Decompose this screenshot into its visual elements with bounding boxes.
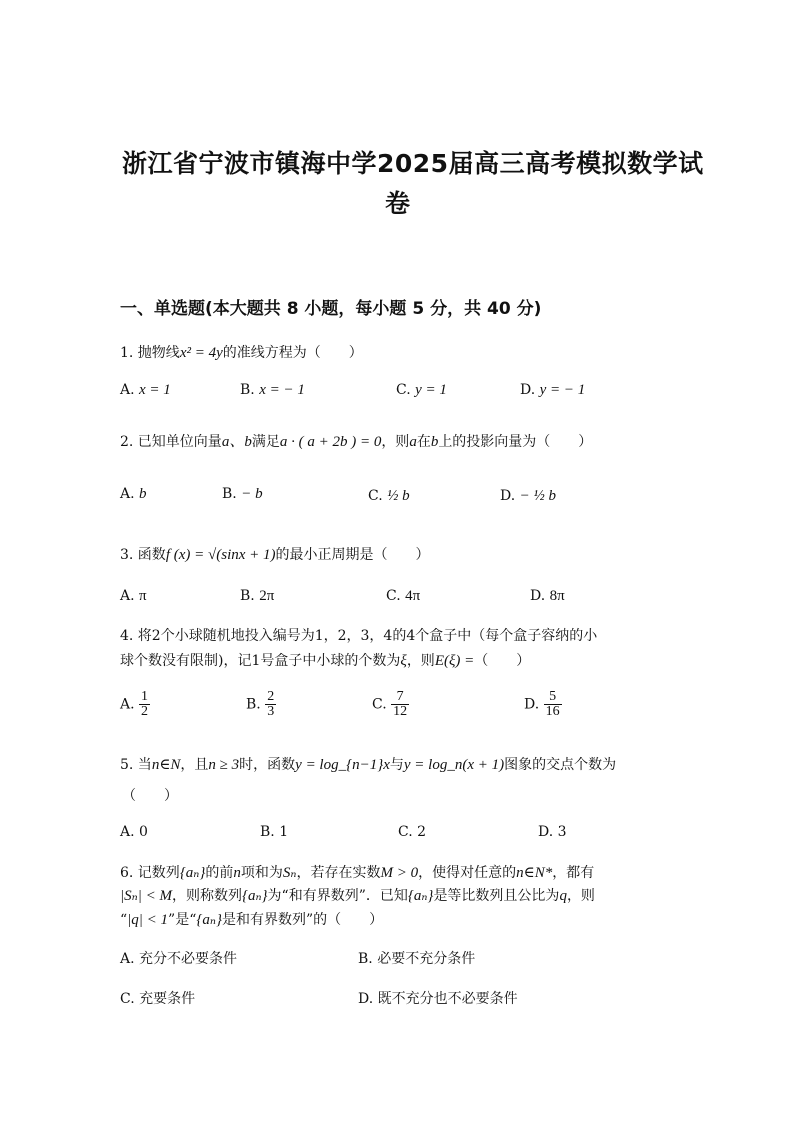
section-heading: 一、单选题(本大题共 8 小题，每小题 5 分，共 40 分) bbox=[120, 299, 542, 319]
option-text: 1 bbox=[279, 824, 289, 840]
q5-condition: n ≥ 3 bbox=[208, 757, 240, 773]
question-4-line-1: 4. 将2个小球随机地投入编号为1，2，3，4的4个盒子中（每个盒子容纳的小 bbox=[120, 628, 598, 644]
option-label: D. bbox=[358, 991, 374, 1007]
denominator: 16 bbox=[545, 704, 560, 719]
q2-option-a bbox=[120, 486, 147, 503]
question-5 bbox=[120, 754, 616, 774]
denominator: 3 bbox=[267, 704, 275, 719]
q3-option-b bbox=[240, 588, 274, 605]
q2-prefix: 2. 已知单位向量 bbox=[120, 434, 222, 450]
option-text: π bbox=[139, 588, 147, 604]
q2-suffix: 上的投影向量为（ ） bbox=[438, 434, 593, 450]
q5-text: 与 bbox=[389, 757, 404, 773]
q2-text: 在 bbox=[416, 434, 431, 450]
q5-condition: n∈N bbox=[151, 757, 181, 773]
q2-vector-b: b bbox=[430, 434, 439, 450]
option-label: A. bbox=[120, 951, 135, 967]
option-label: B. bbox=[240, 588, 255, 604]
option-label: D. bbox=[530, 588, 546, 604]
q3-option-d bbox=[530, 588, 565, 605]
numerator: 5 bbox=[549, 689, 557, 704]
q6-q-condition: |q| < 1 bbox=[127, 912, 169, 928]
option-label: C. bbox=[396, 382, 411, 398]
option-label: C. bbox=[368, 488, 383, 504]
q3-prefix: 3. 函数 bbox=[120, 547, 166, 563]
option-label: D. bbox=[500, 488, 516, 504]
q2-option-d bbox=[500, 488, 556, 505]
q5-option-a bbox=[120, 824, 148, 840]
q6-text: “ bbox=[120, 912, 128, 928]
option-text: 充要条件 bbox=[139, 991, 196, 1007]
option-label: C. bbox=[386, 588, 401, 604]
q6-option-d bbox=[358, 988, 518, 1008]
option-label: B. bbox=[260, 824, 275, 840]
q3-option-c bbox=[386, 588, 420, 605]
option-text: 必要不充分条件 bbox=[377, 951, 476, 967]
q6-text: ”是“ bbox=[168, 912, 197, 928]
fraction bbox=[544, 690, 562, 719]
q5-text: 图象的交点个数为 bbox=[504, 757, 617, 773]
numerator: 7 bbox=[396, 689, 404, 704]
numerator: 1 bbox=[141, 689, 149, 704]
q2-option-b bbox=[222, 486, 263, 503]
option-text: y = − 1 bbox=[539, 382, 586, 398]
q5-text: ，且 bbox=[180, 757, 209, 773]
option-text: − b bbox=[241, 486, 263, 502]
q6-option-c bbox=[120, 988, 195, 1008]
fraction bbox=[265, 690, 276, 719]
option-label: B. bbox=[240, 382, 255, 398]
q2-condition: a · ( a + 2b ) = 0 bbox=[279, 434, 382, 450]
question-2 bbox=[120, 430, 592, 451]
title-line-1: 浙江省宁波市镇海中学2025届高三高考模拟数学试 bbox=[122, 149, 704, 178]
q6-text: 是和有界数列”的（ ） bbox=[221, 912, 384, 928]
option-text: 0 bbox=[139, 824, 148, 840]
q1-option-b bbox=[240, 382, 305, 399]
q1-suffix: 的准线方程为（ ） bbox=[222, 345, 363, 361]
q6-n: n bbox=[233, 865, 241, 881]
q5-option-d bbox=[538, 824, 567, 840]
question-6-line-1 bbox=[120, 862, 594, 882]
q2-vectors: a、b bbox=[221, 434, 252, 450]
q2-text: ，则 bbox=[381, 434, 410, 450]
option-text: − ½ b bbox=[519, 488, 557, 504]
q5-option-b bbox=[260, 824, 288, 840]
option-label: D. bbox=[538, 824, 554, 840]
question-6-line-3 bbox=[120, 909, 383, 929]
option-label: A. bbox=[120, 486, 135, 502]
q6-nn: n∈N* bbox=[516, 865, 553, 881]
q5-text: 时，函数 bbox=[239, 757, 296, 773]
q6-q: q bbox=[559, 888, 567, 904]
q4-option-d bbox=[524, 690, 562, 719]
question-5-line-2: （ ） bbox=[122, 788, 178, 804]
option-label: C. bbox=[120, 991, 135, 1007]
fraction bbox=[391, 690, 409, 719]
q2-text: 满足 bbox=[251, 434, 280, 450]
denominator: 2 bbox=[141, 704, 149, 719]
q6-m: M > 0 bbox=[380, 865, 419, 881]
question-6-line-2 bbox=[120, 885, 595, 905]
q6-text: ，使得对任意的 bbox=[418, 865, 517, 881]
option-label: B. bbox=[222, 486, 237, 502]
question-3 bbox=[120, 544, 430, 564]
q1-expr: x² = 4y bbox=[179, 345, 223, 361]
q4-text: 球个数没有限制)，记1号盒子中小球的个数为 bbox=[120, 653, 401, 669]
q2-vector-a: a bbox=[409, 434, 417, 450]
option-text: 3 bbox=[557, 824, 567, 840]
q6-sequence: {aₙ} bbox=[196, 912, 222, 928]
fraction bbox=[139, 690, 150, 719]
option-label: B. bbox=[246, 696, 261, 713]
question-4-line-2 bbox=[120, 650, 530, 670]
option-text: x = 1 bbox=[139, 382, 171, 398]
q6-option-b bbox=[358, 948, 475, 968]
option-text: ½ b bbox=[387, 488, 410, 504]
q5-function-1: y = log_{n−1}x bbox=[295, 757, 390, 773]
q4-option-c bbox=[372, 690, 409, 719]
q6-text: ，若存在实数 bbox=[296, 865, 381, 881]
q3-option-a bbox=[120, 588, 147, 605]
q6-sn: Sₙ bbox=[282, 865, 297, 881]
q6-text: 的前 bbox=[205, 865, 234, 881]
q4-option-b bbox=[246, 690, 276, 719]
q6-sequence: {aₙ} bbox=[179, 865, 206, 881]
option-text: 4π bbox=[405, 588, 421, 604]
option-text: 既不充分也不必要条件 bbox=[377, 991, 518, 1007]
option-text: y = 1 bbox=[415, 382, 447, 398]
q3-expr: f (x) = √(sinx + 1) bbox=[165, 547, 276, 563]
q1-option-c bbox=[396, 382, 447, 399]
q5-function-2: y = log_n(x + 1) bbox=[403, 757, 505, 773]
option-text: 2 bbox=[417, 824, 427, 840]
q1-option-d bbox=[520, 382, 585, 399]
numerator: 2 bbox=[267, 689, 275, 704]
option-text: 2π bbox=[259, 588, 275, 604]
q6-text: 6. 记数列 bbox=[120, 865, 180, 881]
option-label: D. bbox=[524, 696, 540, 713]
title-line-2: 卷 bbox=[385, 189, 411, 218]
q4-option-a bbox=[120, 690, 150, 719]
option-label: C. bbox=[398, 824, 413, 840]
q6-sequence: {aₙ} bbox=[407, 888, 434, 904]
q6-text: 为“和有界数列”．已知 bbox=[267, 888, 408, 904]
option-text: x = − 1 bbox=[259, 382, 305, 398]
q6-text: 是等比数列且公比为 bbox=[433, 888, 560, 904]
option-label: A. bbox=[120, 824, 135, 840]
option-text: b bbox=[139, 486, 147, 502]
option-text: 8π bbox=[549, 588, 565, 604]
denominator: 12 bbox=[393, 704, 408, 719]
option-label: A. bbox=[120, 588, 135, 604]
q6-sequence: {aₙ} bbox=[241, 888, 268, 904]
option-text: 充分不必要条件 bbox=[139, 951, 238, 967]
q6-text: ，则 bbox=[566, 888, 595, 904]
q5-option-c bbox=[398, 824, 426, 840]
q2-option-c bbox=[368, 488, 410, 505]
q3-suffix: 的最小正周期是（ ） bbox=[275, 547, 430, 563]
q6-text: ，则称数列 bbox=[171, 888, 242, 904]
q1-option-a bbox=[120, 382, 171, 399]
option-label: B. bbox=[358, 951, 373, 967]
option-label: C. bbox=[372, 696, 387, 713]
q1-prefix: 1. 抛物线 bbox=[120, 345, 180, 361]
q6-text: ，都有 bbox=[552, 865, 595, 881]
q5-text: 5. 当 bbox=[120, 757, 152, 773]
q6-text: 项和为 bbox=[240, 865, 283, 881]
option-label: A. bbox=[120, 382, 135, 398]
q4-text: ，则 bbox=[406, 653, 435, 669]
q4-expr: E(ξ) = bbox=[434, 653, 475, 669]
q6-bound: |Sₙ| < M bbox=[120, 888, 172, 904]
q4-xi: ξ bbox=[400, 653, 407, 669]
q6-option-a bbox=[120, 948, 237, 968]
question-1 bbox=[120, 342, 363, 362]
option-label: A. bbox=[120, 696, 135, 713]
option-label: D. bbox=[520, 382, 536, 398]
q4-text: （ ） bbox=[474, 653, 531, 669]
